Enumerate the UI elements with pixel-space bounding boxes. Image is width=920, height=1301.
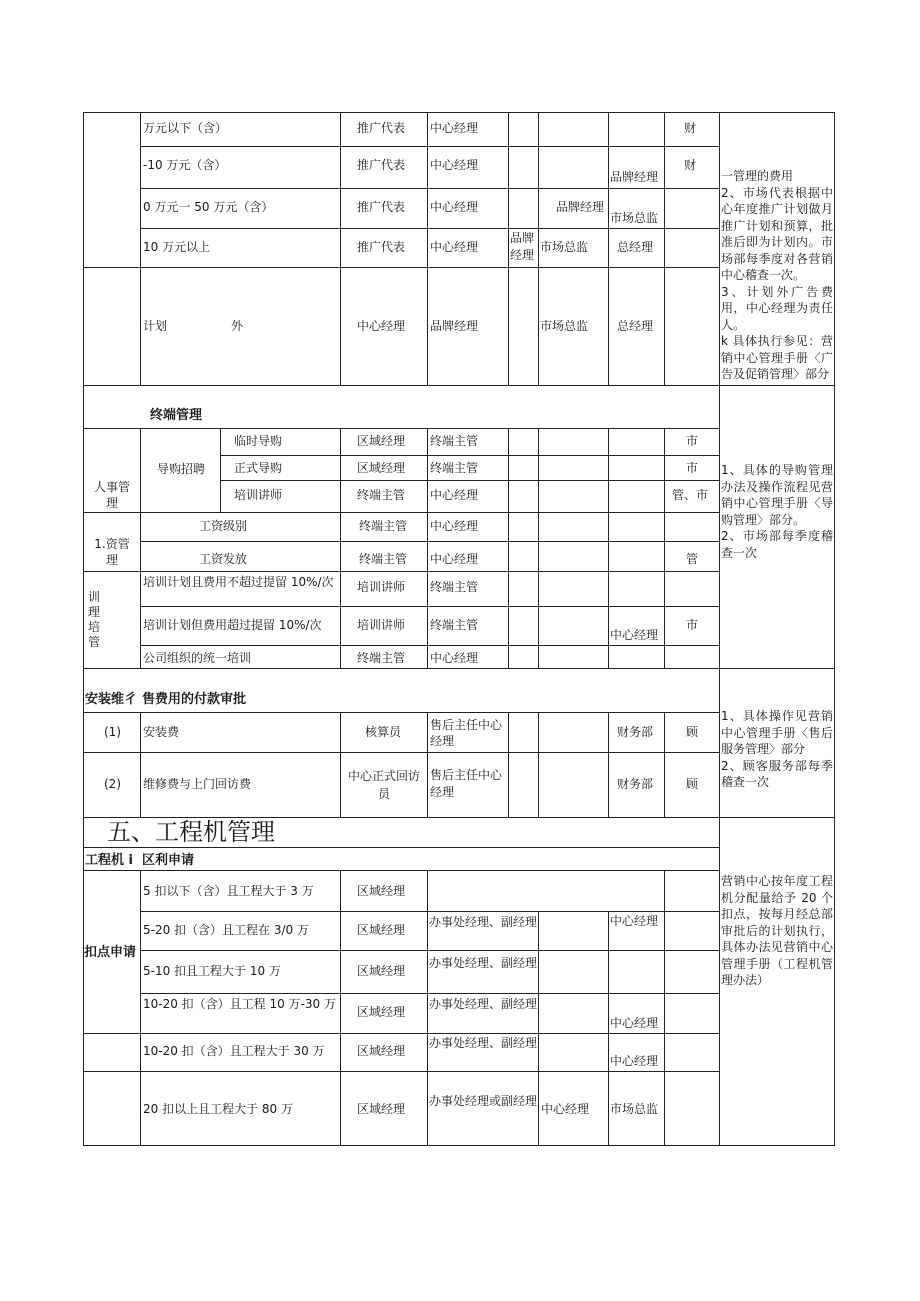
- promotion-approver4-3: 市场总监: [610, 211, 659, 225]
- service-item-1: 安装费: [143, 725, 180, 739]
- training-management-label: 训理培管: [88, 590, 101, 649]
- terminal-approver-3: 中心经理: [430, 488, 479, 502]
- promotion-range-1: 万元以下（含）: [143, 121, 228, 135]
- terminal-finance-1: 市: [686, 434, 699, 448]
- terminal-item-3: 培训讲师: [234, 488, 283, 502]
- promotion-applicant-3: 推广代表: [357, 200, 406, 214]
- eng-item-3: 5-10 扣且工程大于 10 万: [143, 964, 281, 978]
- terminal-item-1: 临时导购: [234, 434, 283, 448]
- promotion-finance-1: 财: [684, 121, 697, 135]
- eng-applicant-6: 区域经理: [357, 1102, 406, 1116]
- eng-applicant-2: 区域经理: [357, 923, 406, 937]
- plan-out-approver1: 品牌经理: [430, 319, 479, 333]
- train-approver-3: 中心经理: [430, 651, 479, 665]
- eng-approver4-2: 中心经理: [610, 914, 659, 928]
- eng-item-6: 20 扣以上且工程大于 80 万: [143, 1102, 293, 1116]
- terminal-item-2: 正式导购: [234, 461, 283, 475]
- eng-applicant-3: 区域经理: [357, 964, 406, 978]
- train-approver4-2: 中心经理: [610, 628, 659, 642]
- promotion-approver-3: 中心经理: [430, 200, 479, 214]
- promotion-approver4-2: 品牌经理: [610, 170, 659, 184]
- eng-item-4: 10-20 扣（含）且工程 10 万-30 万: [143, 997, 336, 1011]
- service-approver4-2: 财务部: [617, 777, 654, 791]
- eng-applicant-4: 区域经理: [357, 1005, 406, 1019]
- train-item-1: 培训计划且费用不超过提留 10%/次: [143, 575, 334, 589]
- eng-item-5: 10-20 扣（含）且工程大于 30 万: [143, 1044, 325, 1058]
- service-no-1: (1): [104, 725, 121, 739]
- promotion-approver-1: 中心经理: [430, 121, 479, 135]
- promotion-range-2: -10 万元（含）: [143, 158, 227, 172]
- promotion-applicant-2: 推广代表: [357, 158, 406, 172]
- eng-approver-3: 办事处经理、副经理: [429, 956, 538, 970]
- hr-management-label: 人事管理: [93, 480, 130, 510]
- eng-approver-6: 办事处经理或副经理: [429, 1094, 538, 1108]
- promotion-approver4-4: 总经理: [617, 240, 654, 254]
- engineering-note: 营销中心按年度工程机分配量给予 20 个扣点，按每月经总部审批后的计划执行，具体办法见营销中心管理手册（工程机管理办法）: [721, 874, 833, 987]
- wage-item-2: 工资发放: [199, 552, 248, 566]
- wage-applicant-1: 终端主管: [359, 519, 408, 533]
- eng-approver4-6: 市场总监: [610, 1102, 659, 1116]
- train-item-3: 公司组织的统一培训: [143, 651, 252, 665]
- wage-applicant-2: 终端主管: [359, 552, 408, 566]
- service-approver-1: 售后主任中心经理: [430, 718, 503, 748]
- terminal-approver-2: 终端主管: [430, 461, 479, 475]
- promotion-applicant-4: 推广代表: [357, 240, 406, 254]
- service-title-b: 售费用的付款审批: [142, 692, 247, 707]
- terminal-note: 1、具体的导购管理办法及操作流程见营销中心管理手册〈导购管理〉部分。 2、市场部每季度稽查一次: [721, 463, 833, 560]
- guide-recruit-label: 导购招聘: [157, 462, 206, 476]
- promotion-approver3-3: 品牌经理: [556, 200, 605, 214]
- wage-approver-2: 中心经理: [430, 552, 479, 566]
- eng-approver-4: 办事处经理、副经理: [429, 997, 538, 1011]
- terminal-applicant-2: 区域经理: [357, 461, 406, 475]
- service-finance-2: 顾: [686, 777, 699, 791]
- terminal-applicant-1: 区域经理: [357, 434, 406, 448]
- train-approver-1: 终端主管: [430, 580, 479, 594]
- terminal-applicant-3: 终端主管: [357, 488, 406, 502]
- eng-applicant-5: 区域经理: [357, 1044, 406, 1058]
- terminal-finance-2: 市: [686, 461, 699, 475]
- service-approver-2: 售后主任中心经理: [430, 768, 503, 799]
- wage-management-label: 1.资管理: [94, 537, 130, 567]
- service-no-2: (2): [104, 777, 121, 791]
- eng-approver4-4: 中心经理: [610, 1016, 659, 1030]
- service-item-2: 维修费与上门回访费: [143, 777, 252, 791]
- promotion-approver3-4: 市场总监: [540, 240, 589, 254]
- eng-approver4-5: 中心经理: [610, 1054, 659, 1068]
- plan-out-label-b: 外: [231, 319, 244, 333]
- train-applicant-3: 终端主管: [357, 651, 406, 665]
- train-item-2: 培训计划但费用超过提留 10%/次: [143, 618, 322, 632]
- eng-item-2: 5-20 扣（含）且工程在 3/0 万: [143, 923, 309, 937]
- plan-out-approver3: 市场总监: [540, 319, 589, 333]
- service-finance-1: 顾: [686, 725, 699, 739]
- discount-apply-label: 扣点申请: [84, 945, 137, 960]
- promotion-note: 一管理的费用 2、市场代表根据中心年度推广计划做月推广计划和预算，批准后即为计划内。市场部每季度对各营销中心稽查一次。 3、计划外广告费用，中心经理为责任人。 k 具体执行参见：营销中心管理手册〈广告及促销管理〉部分: [721, 169, 833, 381]
- train-finance-2: 市: [686, 618, 699, 632]
- promotion-range-3: 0 万元一 50 万元（含）: [143, 200, 274, 214]
- engineering-subtitle-a: 工程机 i: [85, 853, 133, 868]
- terminal-approver-1: 终端主管: [430, 434, 479, 448]
- eng-approver3-6: 中心经理: [541, 1102, 590, 1116]
- train-applicant-2: 培训讲师: [357, 618, 406, 632]
- service-note: 1、具体操作见营销中心管理手册〈售后服务管理〉部分 2、顾客服务部每季稽查一次: [721, 709, 833, 789]
- service-title-a: 安装维彳: [85, 692, 138, 707]
- plan-out-applicant: 中心经理: [357, 319, 406, 333]
- eng-applicant-1: 区域经理: [357, 884, 406, 898]
- promotion-applicant-1: 推广代表: [357, 121, 406, 135]
- engineering-section-title: 五、工程机管理: [107, 818, 275, 846]
- plan-out-label-a: 计划: [143, 319, 168, 333]
- wage-finance-2: 管: [686, 552, 699, 566]
- terminal-title: 终端管理: [150, 408, 203, 423]
- engineering-subtitle-b: 区利申请: [142, 853, 195, 868]
- wage-approver-1: 中心经理: [430, 519, 479, 533]
- plan-out-approver4: 总经理: [617, 319, 654, 333]
- promotion-approver2-4: 品牌经理: [510, 231, 535, 262]
- terminal-finance-3: 管、市: [672, 488, 709, 502]
- service-applicant-1: 核算员: [365, 725, 402, 739]
- train-approver-2: 终端主管: [430, 618, 479, 632]
- promotion-range-4: 10 万元以上: [143, 240, 211, 254]
- service-applicant-2: 中心正式回访员: [347, 769, 420, 801]
- promotion-finance-2: 财: [684, 158, 697, 172]
- eng-item-1: 5 扣以下（含）且工程大于 3 万: [143, 884, 314, 898]
- wage-item-1: 工资级别: [199, 519, 248, 533]
- eng-approver-2: 办事处经理、副经理: [429, 915, 538, 929]
- service-approver4-1: 财务部: [617, 725, 654, 739]
- train-applicant-1: 培训讲师: [357, 580, 406, 594]
- promotion-approver-2: 中心经理: [430, 158, 479, 172]
- eng-approver-5: 办事处经理、副经理: [429, 1036, 538, 1050]
- promotion-approver-4: 中心经理: [430, 240, 479, 254]
